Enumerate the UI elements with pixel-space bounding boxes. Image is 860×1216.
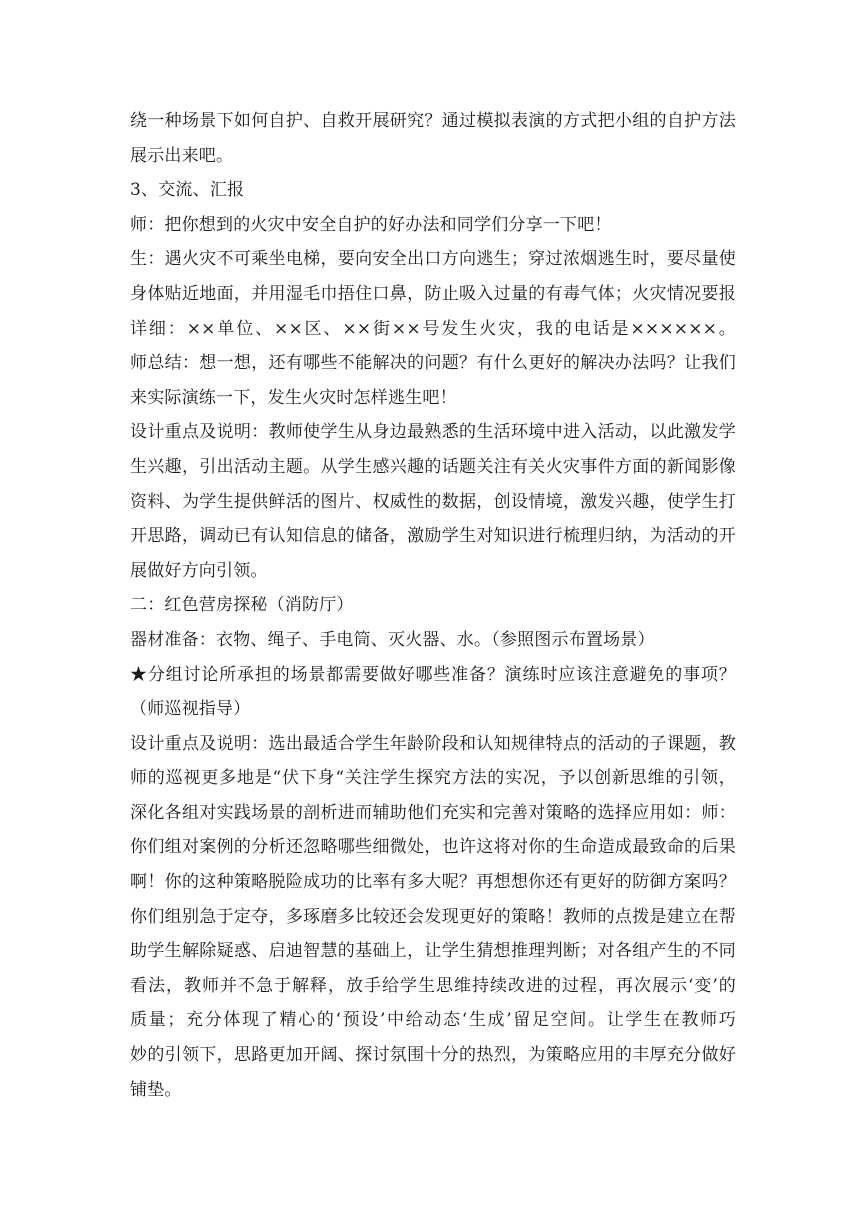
document-page [130, 104, 736, 1107]
text-line: 师：把你想到的火灾中安全自护的好办法和同学们分享一下吧！ [130, 214, 612, 235]
text-line: 深化各组对实践场景的剖析进而辅助他们充实和完善对策略的选择应用如：师： [130, 802, 736, 823]
text-line: 助学生解除疑惑、启迪智慧的基础上，让学生猜想推理判断；对各组产生的不同 [130, 941, 736, 962]
text-line: 身体贴近地面，并用湿毛巾捂住口鼻，防止吸入过量的有毒气体；火灾情况要报 [130, 283, 736, 304]
text-line: 器材准备：衣物、绳子、手电筒、灭火器、水。（参照图示布置场景） [130, 629, 655, 650]
text-line: 你们组别急于定夺，多琢磨多比较还会发现更好的策略！教师的点拨是建立在帮 [130, 906, 736, 927]
text-line: 生兴趣，引出活动主题。从学生感兴趣的话题关注有关火灾事件方面的新闻影像 [130, 456, 736, 477]
text-line: 师总结：想一想，还有哪些不能解决的问题？有什么更好的解决办法吗？让我们 [130, 353, 736, 374]
text-line: （师巡视指导） [130, 699, 251, 720]
section-heading: 3、交流、汇报 [130, 180, 245, 201]
text-line: 开思路，调动已有认知信息的储备，激励学生对知识进行梳理归纳，为活动的开 [130, 526, 736, 547]
text-line: 铺垫。 [130, 1079, 182, 1100]
text-line: 啊！你的这种策略脱险成功的比率有多大呢？再想想你还有更好的防御方案吗？ [130, 872, 736, 893]
text-line: 质量；充分体现了精心的‘预设’中给动态‘生成’留足空间。让学生在教师巧 [130, 1010, 736, 1031]
text-line: 来实际演练一下，发生火灾时怎样逃生吧！ [130, 387, 457, 408]
text-line: ★分组讨论所承担的场景都需要做好哪些准备？演练时应该注意避免的事项？ [130, 664, 736, 685]
section-heading: 二：红色营房探秘（消防厅） [130, 595, 354, 616]
text-line: 设计重点及说明：教师使学生从身边最熟悉的生活环境中进入活动，以此激发学 [130, 422, 736, 443]
text-line: 看法，教师并不急于解释，放手给学生思维持续改进的过程，再次展示‘变’的 [130, 975, 736, 996]
text-line: 生：遇火灾不可乘坐电梯，要向安全出口方向逃生；穿过浓烟逃生时，要尽量使 [130, 249, 736, 270]
text-line: 资料、为学生提供鲜活的图片、权威性的数据，创设情境，激发兴趣，使学生打 [130, 491, 736, 512]
text-line: 展示出来吧。 [130, 145, 234, 166]
text-line: 详细：××单位、××区、××街××号发生火灾，我的电话是××××××。 [130, 318, 736, 339]
text-line: 绕一种场景下如何自护、自救开展研究？通过模拟表演的方式把小组的自护方法 [130, 111, 736, 131]
text-line: 展做好方向引领。 [130, 560, 268, 581]
text-line: 设计重点及说明：选出最适合学生年龄阶段和认知规律特点的活动的子课题，教 [130, 733, 736, 754]
text-line: 妙的引领下，思路更加开阔、探讨氛围十分的热烈，为策略应用的丰厚充分做好 [130, 1045, 736, 1066]
text-line: 师的巡视更多地是“伏下身“关注学生探究方法的实况，予以创新思维的引领， [130, 768, 736, 789]
text-line: 你们组对案例的分析还忽略哪些细微处，也许这将对你的生命造成最致命的后果 [130, 837, 736, 858]
